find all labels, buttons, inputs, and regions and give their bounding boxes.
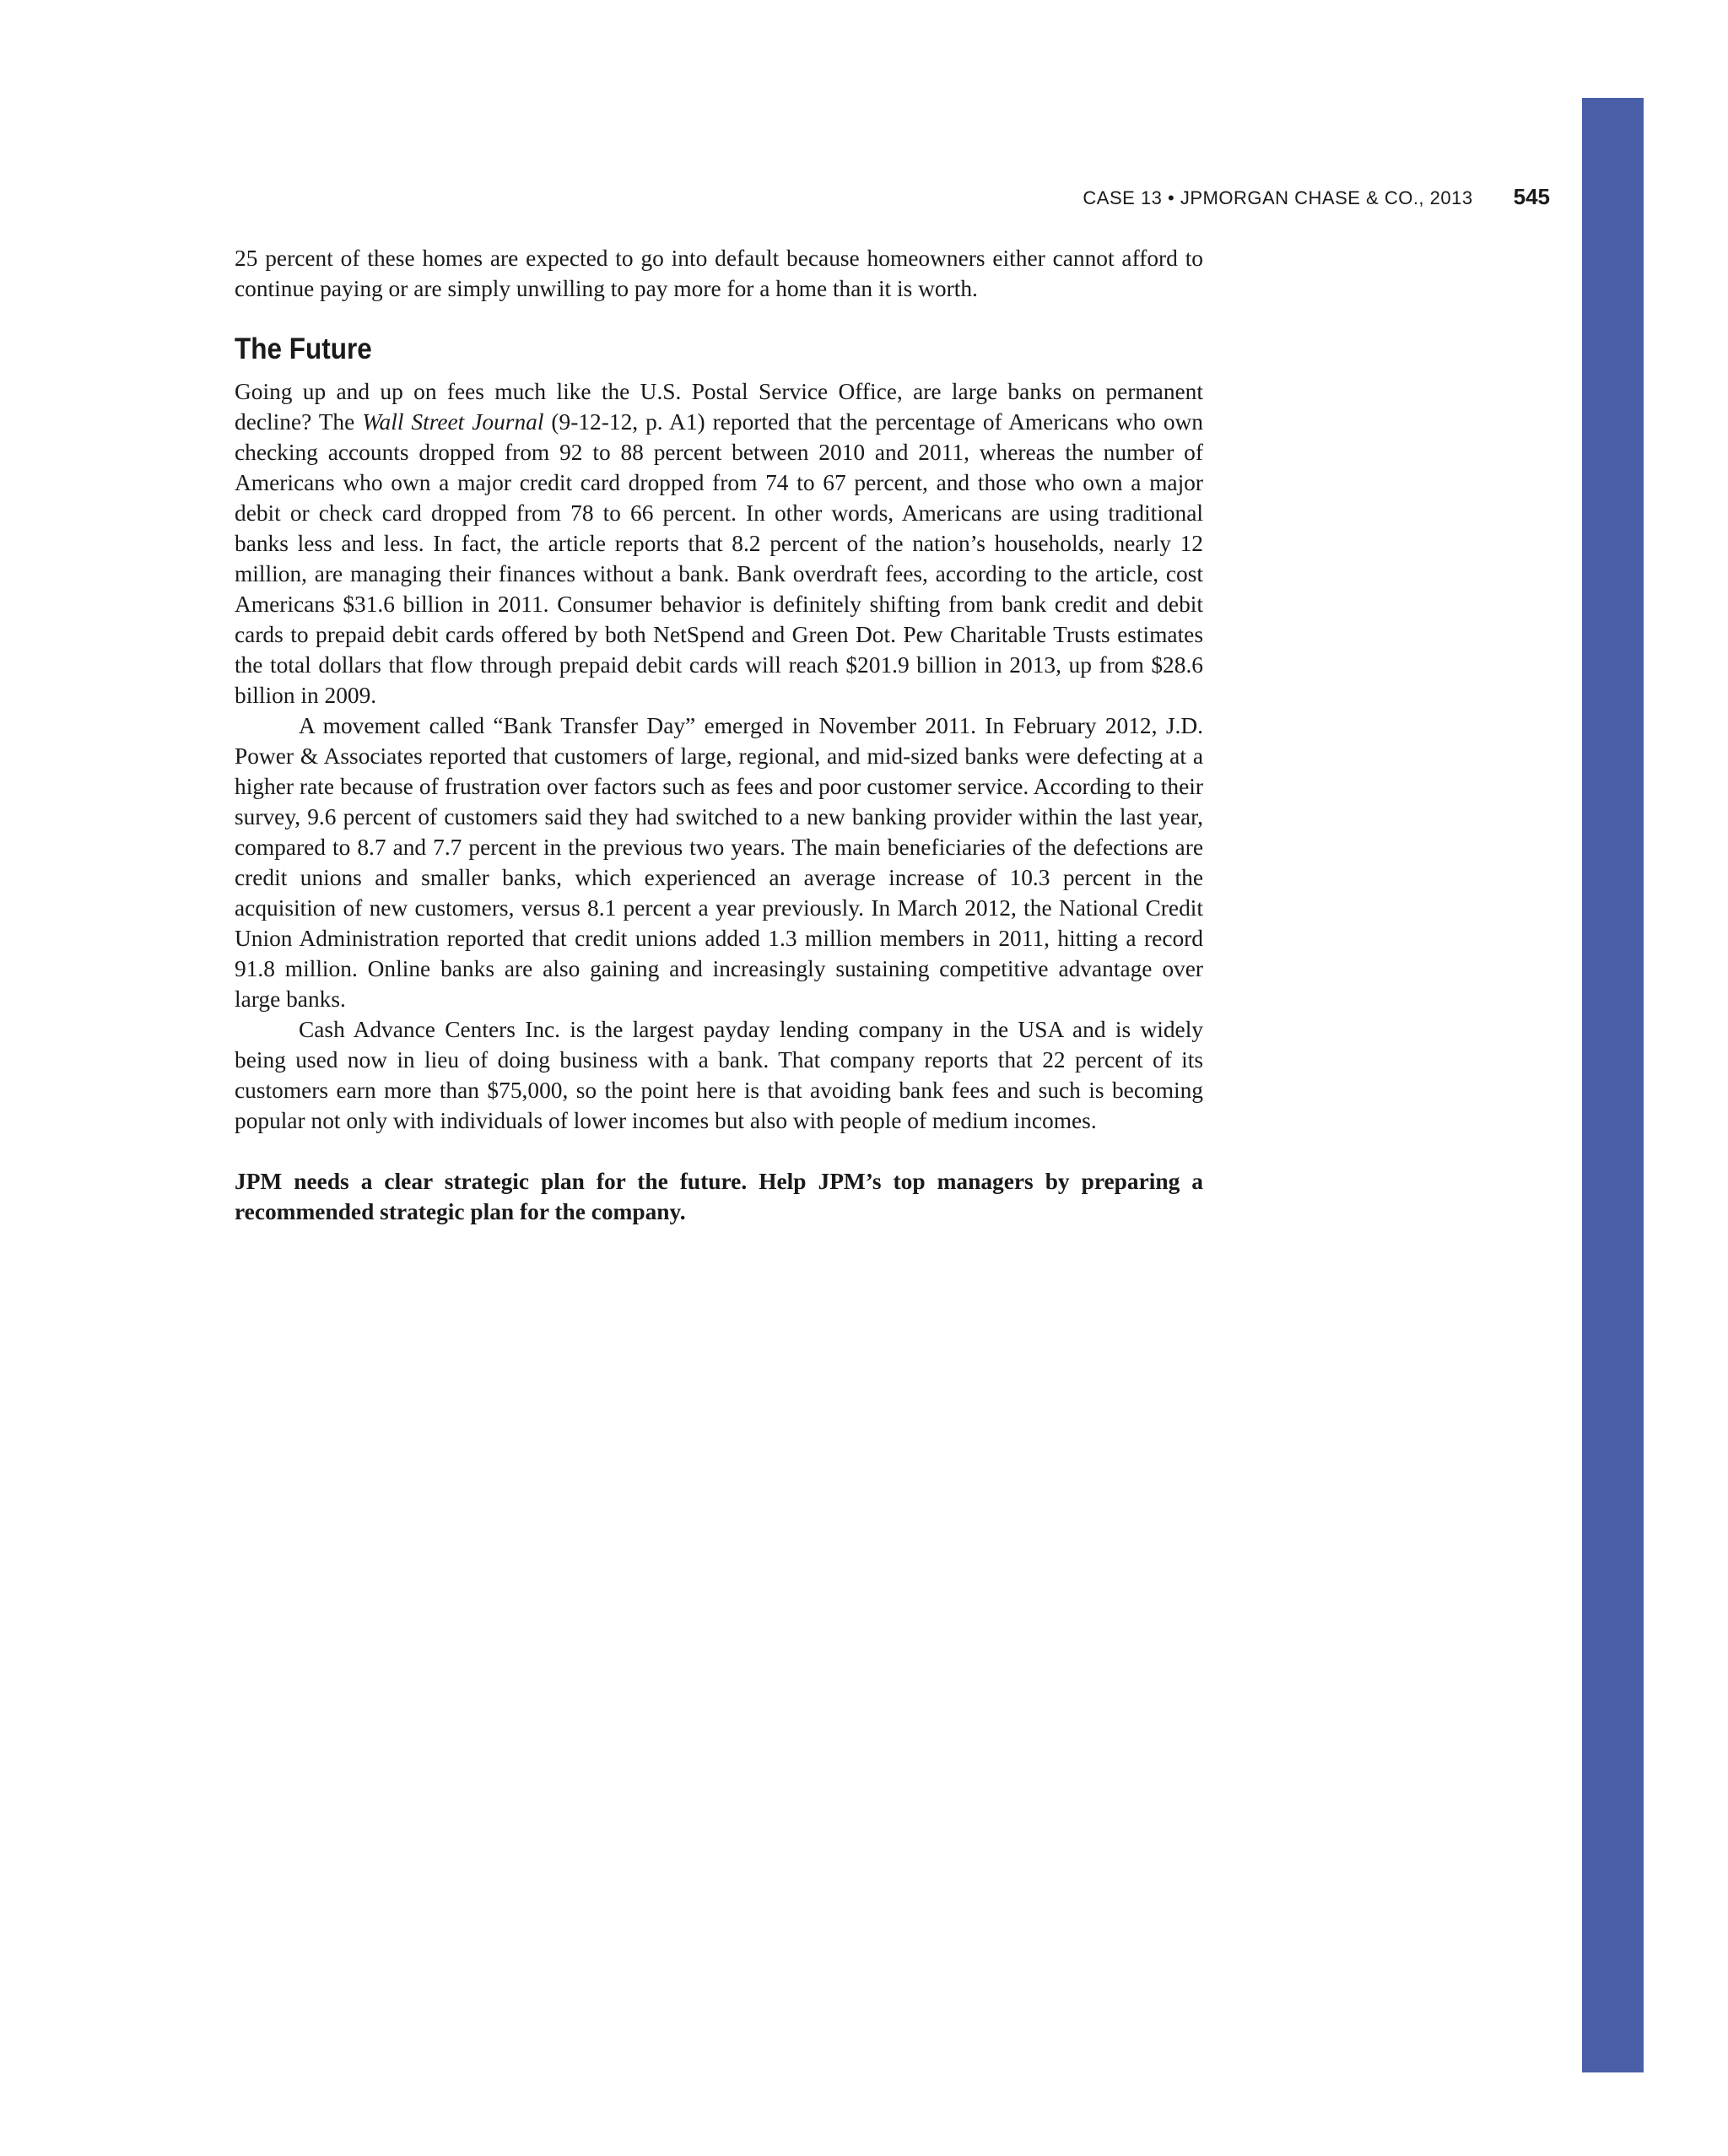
chapter-side-tab <box>1582 98 1644 2072</box>
page-number: 545 <box>1513 184 1550 209</box>
paragraph-3: Cash Advance Centers Inc. is the largest payday lending company in the USA and is widely being used now in lieu of doing business with a bank. That company reports that 22 percent of its customers earn more than $75,000, so the point here is that avoiding bank fees and such is becoming popular not only with individuals of lower incomes but also with people of medium incomes. <box>235 1017 1203 1133</box>
section-title: The Future <box>235 332 372 365</box>
running-head <box>928 184 1550 210</box>
publication-title: Wall Street Journal <box>362 409 544 435</box>
paragraph-1 <box>235 376 1203 711</box>
paragraph-1-rest: (9-12-12, p. A1) reported that the percentage of Americans who own checking accounts dropped from 92 to 88 percent between 2010 and 2011, whereas the number of Americans who own a major credit card dropped from 74 to 67 percent, and those who own a major debit or check card dropped from 78 to 66 percent. In other words, Americans are using traditional banks less and less. In fact, the article reports that 8.2 percent of the nation’s households, nearly 12 million, are managing their finances without a bank. Bank overdraft fees, according to the article, cost Americans $31.6 billion in 2011. Consumer behavior is definitely shifting from bank credit and debit cards to prepaid debit cards offered by both NetSpend and Green Dot. Pew Charitable Trusts estimates the total dollars that flow through prepaid debit cards will reach $201.9 billion in 2013, up from $28.6 billion in 2009. <box>235 409 1203 708</box>
running-head-text: CASE 13 • JPMORGAN CHASE & CO., 2013 <box>1083 187 1473 208</box>
intro-paragraph: 25 percent of these homes are expected to go into default because homeowners either cannot afford to continue paying or are simply unwilling to pay more for a home than it is worth. <box>235 246 1203 301</box>
page-body <box>235 243 1203 1227</box>
paragraph-1-lead: Going up and up on fees much like the U.S. Postal Service Office, are large banks on permanent decline? The <box>235 379 1203 435</box>
paragraph-2: A movement called “Bank Transfer Day” emerged in November 2011. In February 2012, J.D. Power & Associates reported that customers of large, regional, and mid-sized banks were defecting at a higher rate because of frustration over factors such as fees and poor customer service. According to their survey, 9.6 percent of customers said they had switched to a new banking provider within the last year, compared to 8.7 and 7.7 percent in the previous two years. The main beneficiaries of the defections are credit unions and smaller banks, which experienced an average increase of 10.3 percent in the acquisition of new customers, versus 8.1 percent a year previously. In March 2012, the National Credit Union Administration reported that credit unions added 1.3 million members in 2011, hitting a record 91.8 million. Online banks are also gaining and increasingly sustaining competitive advantage over large banks. <box>235 713 1203 1012</box>
closing-prompt: JPM needs a clear strategic plan for the future. Help JPM’s top managers by preparing a recommended strategic plan for the company. <box>235 1169 1203 1224</box>
